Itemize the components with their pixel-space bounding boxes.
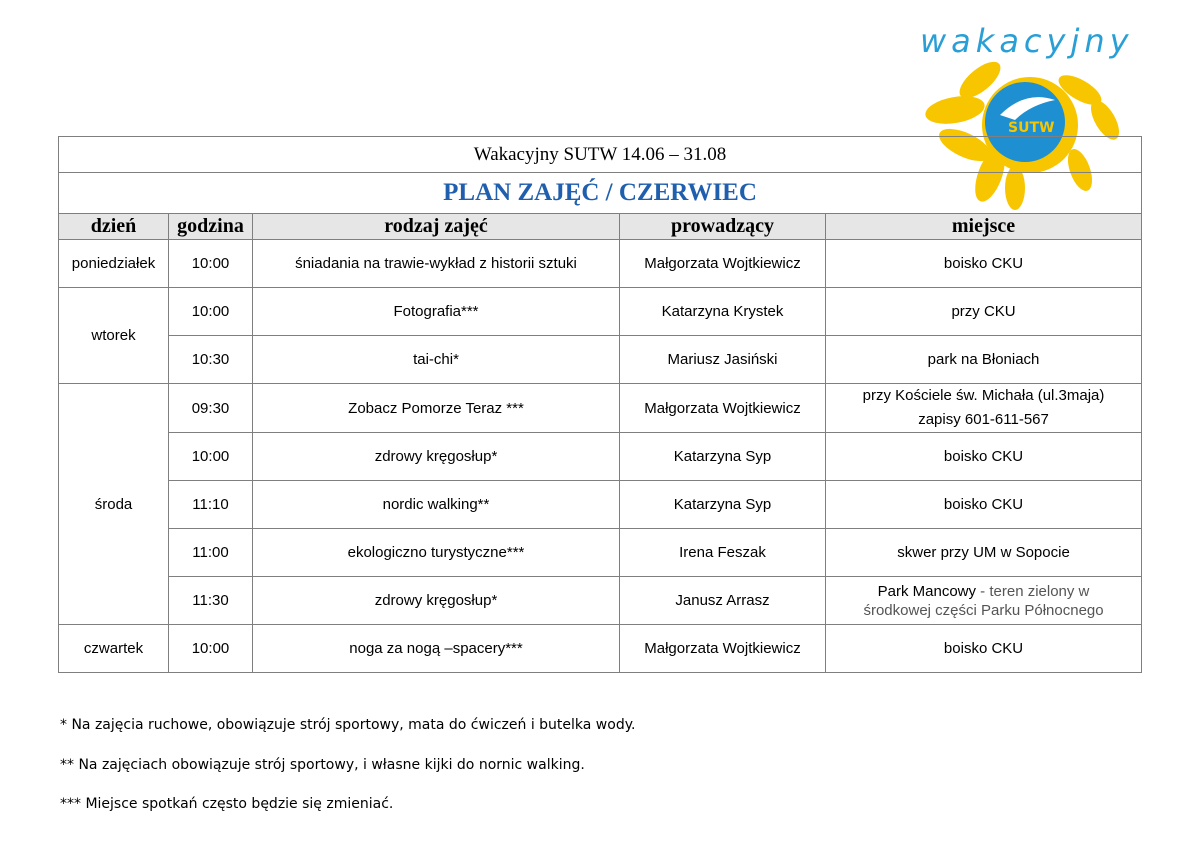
place-cell: park na Błoniach (826, 336, 1142, 384)
day-cell: poniedziałek (59, 240, 169, 288)
leader-cell: Katarzyna Syp (620, 433, 826, 481)
day-cell: czwartek (59, 625, 169, 673)
header-day: dzień (59, 214, 169, 240)
activity-cell: noga za nogą –spacery*** (253, 625, 620, 673)
activity-cell: Zobacz Pomorze Teraz *** (253, 384, 620, 433)
table-row (59, 529, 1142, 577)
time-cell: 10:00 (169, 240, 253, 288)
place-cell (826, 384, 1142, 433)
place-line: zapisy 601-611-567 (918, 411, 1049, 428)
leader-cell: Małgorzata Wojtkiewicz (620, 240, 826, 288)
activity-cell: śniadania na trawie-wykład z historii sztuki (253, 240, 620, 288)
header-activity: rodzaj zajęć (253, 214, 620, 240)
table-row (59, 288, 1142, 336)
place-cell: przy CKU (826, 288, 1142, 336)
place-cell: boisko CKU (826, 433, 1142, 481)
schedule-table (58, 136, 1142, 673)
time-cell: 10:00 (169, 625, 253, 673)
place-detail: - teren zielony w (976, 582, 1090, 600)
leader-cell: Małgorzata Wojtkiewicz (620, 625, 826, 673)
place-name: Park Mancowy (877, 582, 977, 600)
time-cell: 10:00 (169, 288, 253, 336)
table-row (59, 481, 1142, 529)
header-leader: prowadzący (620, 214, 826, 240)
activity-cell: zdrowy kręgosłup* (253, 577, 620, 625)
time-cell: 11:30 (169, 577, 253, 625)
time-cell: 10:30 (169, 336, 253, 384)
place-cell: skwer przy UM w Sopocie (826, 529, 1142, 577)
activity-cell: ekologiczno turystyczne*** (253, 529, 620, 577)
activity-cell: nordic walking** (253, 481, 620, 529)
table-row (59, 625, 1142, 673)
table-row (59, 240, 1142, 288)
table-row (59, 384, 1142, 433)
activity-cell: Fotografia*** (253, 288, 620, 336)
header-place: miejsce (826, 214, 1142, 240)
place-line (828, 582, 1139, 601)
schedule-subtitle: Wakacyjny SUTW 14.06 – 31.08 (59, 137, 1142, 173)
leader-cell: Małgorzata Wojtkiewicz (620, 384, 826, 433)
footnote: ** Na zajęciach obowiązuje strój sportowy, i własne kijki do nornic walking. (60, 757, 585, 773)
logo-badge: SUTW (1008, 120, 1055, 136)
header-time: godzina (169, 214, 253, 240)
place-cell (826, 577, 1142, 625)
logo-wordmark: wakacyjny (920, 22, 1134, 60)
table-row (59, 433, 1142, 481)
leader-cell: Mariusz Jasiński (620, 336, 826, 384)
day-cell: środa (59, 384, 169, 625)
place-cell: boisko CKU (826, 240, 1142, 288)
footnote: *** Miejsce spotkań często będzie się zmieniać. (60, 796, 394, 812)
place-cell: boisko CKU (826, 625, 1142, 673)
leader-cell: Janusz Arrasz (620, 577, 826, 625)
leader-cell: Katarzyna Krystek (620, 288, 826, 336)
schedule-title: PLAN ZAJĘĆ / CZERWIEC (59, 173, 1142, 214)
activity-cell: zdrowy kręgosłup* (253, 433, 620, 481)
time-cell: 11:00 (169, 529, 253, 577)
footnote: * Na zajęcia ruchowe, obowiązuje strój sportowy, mata do ćwiczeń i butelka wody. (60, 717, 636, 733)
time-cell: 11:10 (169, 481, 253, 529)
day-cell: wtorek (59, 288, 169, 384)
place-line: środkowej części Parku Północnego (863, 601, 1104, 619)
table-row (59, 577, 1142, 625)
leader-cell: Irena Feszak (620, 529, 826, 577)
leader-cell: Katarzyna Syp (620, 481, 826, 529)
time-cell: 09:30 (169, 384, 253, 433)
place-line: przy Kościele św. Michała (ul.3maja) (862, 387, 1105, 404)
activity-cell: tai-chi* (253, 336, 620, 384)
place-cell: boisko CKU (826, 481, 1142, 529)
table-row (59, 336, 1142, 384)
time-cell: 10:00 (169, 433, 253, 481)
